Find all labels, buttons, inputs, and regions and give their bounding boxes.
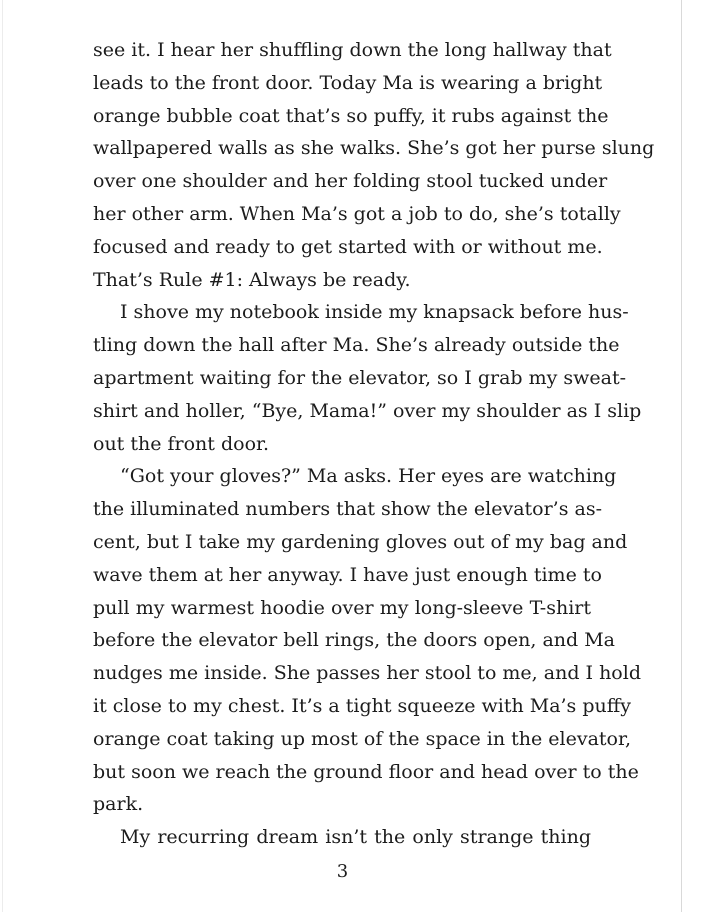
text-line: but soon we reach the ground floor and head over to the — [93, 760, 639, 783]
text-line: it close to my chest. It’s a tight squeeze with Ma’s puffy — [93, 694, 631, 717]
text-line: the illuminated numbers that show the elevator’s as- — [93, 498, 603, 521]
text-line: apartment waiting for the elevator, so I grab my sweat- — [93, 366, 627, 389]
text-line: wave them at her anyway. I have just enough time to — [93, 563, 602, 586]
text-line: over one shoulder and her folding stool tucked under — [93, 170, 608, 193]
page-left-edge — [2, 0, 3, 912]
text-line: before the elevator bell rings, the doors open, and Ma — [93, 629, 615, 652]
text-line: park. — [93, 793, 144, 816]
text-line: pull my warmest hoodie over my long-sleeve T-shirt — [93, 596, 591, 619]
text-line: I shove my notebook inside my knapsack before hus- — [120, 301, 629, 324]
text-line: leads to the front door. Today Ma is wearing a bright — [93, 71, 603, 94]
body-text — [93, 34, 655, 854]
text-line: My recurring dream isn’t the only strange thing — [120, 826, 591, 849]
text-line: “Got your gloves?” Ma asks. Her eyes are watching — [120, 465, 617, 488]
text-line: nudges me inside. She passes her stool to me, and I hold — [93, 662, 641, 685]
text-line: That’s Rule #1: Always be ready. — [93, 268, 411, 291]
page-number: 3 — [336, 861, 349, 882]
text-line: tling down the hall after Ma. She’s already outside the — [93, 334, 620, 357]
text-line: wallpapered walls as she walks. She’s got her purse slung — [93, 137, 655, 160]
text-line: focused and ready to get started with or without me. — [93, 235, 603, 258]
text-line: orange coat taking up most of the space in the elevator, — [93, 727, 632, 750]
text-line: out the front door. — [93, 432, 270, 455]
text-line: cent, but I take my gardening gloves out of my bag and — [93, 530, 628, 553]
text-line: see it. I hear her shuffling down the long hallway that — [93, 39, 612, 61]
text-line: her other arm. When Ma’s got a job to do, she’s totally — [93, 202, 621, 225]
text-line: orange bubble coat that’s so puffy, it rubs against the — [93, 104, 609, 127]
text-line: shirt and holler, “Bye, Mama!” over my shoulder as I slip — [93, 399, 642, 422]
page-right-edge — [681, 0, 682, 912]
